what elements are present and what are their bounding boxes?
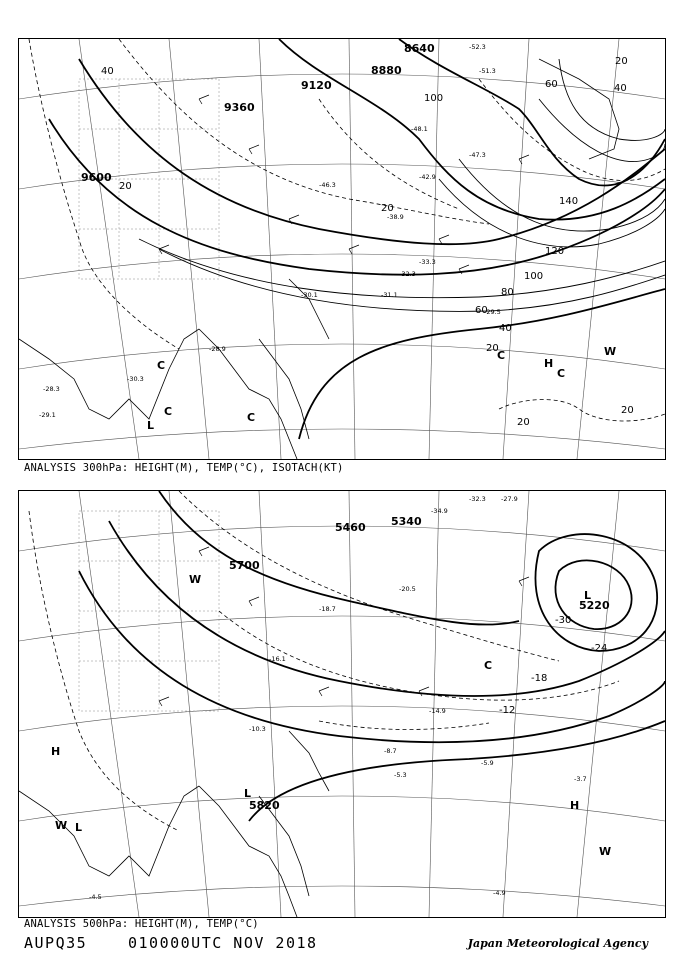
svg-text:-32.3: -32.3 [469, 495, 486, 503]
isotherm-contours [29, 491, 619, 831]
svg-text:-46.3: -46.3 [319, 181, 336, 189]
svg-text:-14.9: -14.9 [429, 707, 446, 715]
isotach-label: 140 [559, 196, 579, 207]
isotach-label: 60 [475, 305, 488, 316]
graticule [19, 39, 665, 459]
isotach-labels [101, 56, 634, 428]
isotach-label: 20 [486, 343, 499, 354]
system-label: W [55, 819, 68, 832]
height-label-5700: 5700 [229, 559, 260, 572]
isotach-label: 20 [615, 56, 628, 67]
height-label-5220: 5220 [579, 599, 610, 612]
map-panel-300hpa [18, 38, 666, 460]
caption-500hpa: ANALYSIS 500hPa: HEIGHT(M), TEMP(°C) [24, 918, 259, 930]
svg-text:-5.3: -5.3 [394, 771, 407, 779]
height-label-8640: 8640 [404, 42, 435, 55]
map-500hpa-svg [19, 491, 665, 917]
system-label: C [247, 411, 256, 424]
pressure-systems [147, 345, 616, 432]
svg-text:-33.3: -33.3 [419, 258, 436, 266]
svg-text:-32.3: -32.3 [399, 270, 416, 278]
graticule [19, 491, 665, 917]
isotach-label: 40 [614, 83, 627, 94]
system-label: C [157, 359, 166, 372]
svg-text:-30.3: -30.3 [127, 375, 144, 383]
agency-name: Japan Meteorological Agency [467, 937, 648, 950]
system-label: H [544, 357, 554, 370]
system-label: L [147, 419, 155, 432]
height-label-5340: 5340 [391, 515, 422, 528]
svg-text:-10.3: -10.3 [249, 725, 266, 733]
system-label: C [557, 367, 566, 380]
svg-text:-29.1: -29.1 [39, 411, 56, 419]
svg-text:-31.1: -31.1 [381, 291, 398, 299]
height-contours [79, 491, 665, 821]
isotach-label: 20 [381, 203, 394, 214]
isotach-label: 60 [545, 79, 558, 90]
svg-text:-5.9: -5.9 [481, 759, 494, 767]
svg-text:-51.3: -51.3 [479, 67, 496, 75]
system-label: C [164, 405, 173, 418]
isotach-label: 100 [424, 93, 444, 104]
system-label-low: L [584, 589, 592, 602]
map-300hpa-svg [19, 39, 665, 459]
svg-text:-8.7: -8.7 [384, 747, 397, 755]
isotach-label: 20 [517, 417, 530, 428]
height-label-8880: 8880 [371, 64, 402, 77]
svg-text:-28.3: -28.3 [43, 385, 60, 393]
height-labels [81, 42, 435, 184]
svg-text:-29.5: -29.5 [484, 308, 501, 316]
svg-text:-18.7: -18.7 [319, 605, 336, 613]
bulletin-code: AUPQ35 [24, 934, 88, 952]
system-label: H [51, 745, 61, 758]
isotach-label: 40 [499, 323, 512, 334]
svg-text:-42.9: -42.9 [419, 173, 436, 181]
svg-text:-4.9: -4.9 [493, 889, 506, 897]
svg-text:-12: -12 [499, 705, 516, 716]
isotach-label: 20 [621, 405, 634, 416]
system-label: W [604, 345, 617, 358]
system-label: C [497, 349, 506, 362]
height-label-5820: 5820 [249, 799, 280, 812]
height-label-9600: 9600 [81, 171, 112, 184]
svg-text:-27.9: -27.9 [501, 495, 518, 503]
svg-text:-48.1: -48.1 [411, 125, 428, 133]
system-label: W [189, 573, 202, 586]
svg-text:-3.7: -3.7 [574, 775, 587, 783]
svg-text:-16.1: -16.1 [269, 655, 286, 663]
wind-barbs [159, 95, 529, 274]
svg-text:-30: -30 [555, 615, 572, 626]
caption-300hpa: ANALYSIS 300hPa: HEIGHT(M), TEMP(°C), ISOTACH(KT) [24, 462, 344, 474]
height-labels [229, 515, 610, 812]
height-label-5460: 5460 [335, 521, 366, 534]
svg-text:-34.9: -34.9 [431, 507, 448, 515]
system-label: H [570, 799, 580, 812]
svg-text:-18: -18 [531, 673, 548, 684]
isotach-label: 20 [119, 181, 132, 192]
svg-text:-4.5: -4.5 [89, 893, 102, 901]
system-label: L [75, 821, 83, 834]
system-label: C [484, 659, 493, 672]
map-panel-500hpa [18, 490, 666, 918]
valid-time: 010000UTC NOV 2018 [128, 934, 318, 952]
isotach-label: 80 [501, 287, 514, 298]
svg-text:-30.1: -30.1 [301, 291, 318, 299]
isotach-label: 40 [101, 66, 114, 77]
svg-text:-47.3: -47.3 [469, 151, 486, 159]
svg-text:-24: -24 [591, 643, 608, 654]
svg-text:-28.9: -28.9 [209, 345, 226, 353]
svg-text:-38.9: -38.9 [387, 213, 404, 221]
isotach-label: 120 [545, 246, 565, 257]
isotach-label: 100 [524, 271, 544, 282]
height-label-9120: 9120 [301, 79, 332, 92]
height-label-9360: 9360 [224, 101, 255, 114]
system-label: W [599, 845, 612, 858]
svg-text:-52.3: -52.3 [469, 43, 486, 51]
system-label: L [244, 787, 252, 800]
svg-text:-20.5: -20.5 [399, 585, 416, 593]
dashed-land-grid [79, 511, 219, 711]
